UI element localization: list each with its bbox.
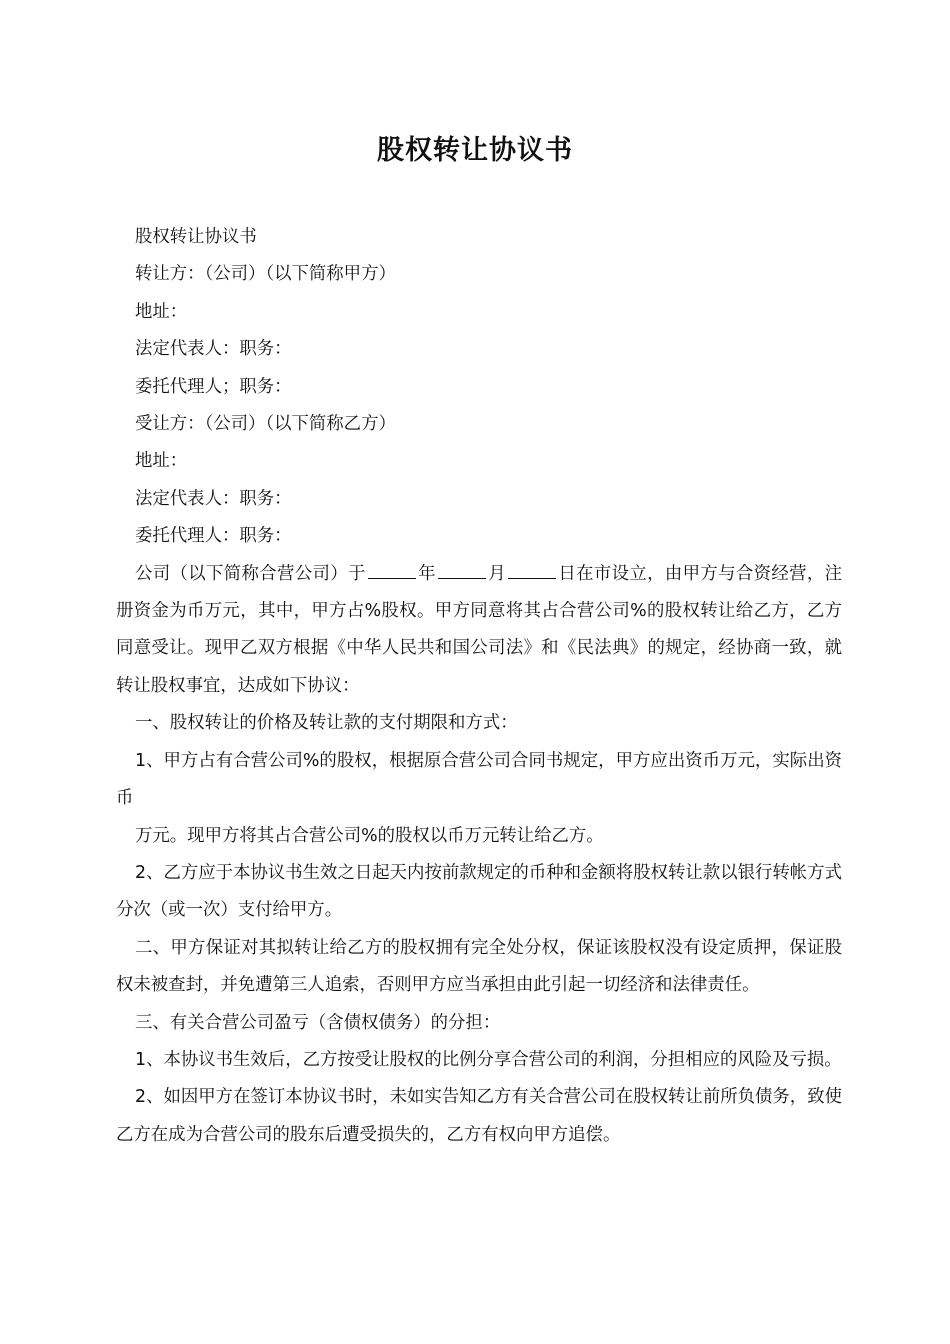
intro-text-2: 年 — [417, 563, 436, 584]
section-1-heading: 一、股权转让的价格及转让款的支付期限和方式： — [135, 713, 518, 734]
section-1-item-2: 2、乙方应于本协议书生效之日起天内按前款规定的币种和金额将股权转让款以银行转帐方式分次（或一次）支付给甲方。 — [116, 862, 842, 921]
section-3-item-2: 2、如因甲方在签订本协议书时，未如实告知乙方有关合营公司在股权转让前所负债务，致使乙方在成为合营公司的股东后遭受损失的，乙方有权向甲方追偿。 — [116, 1087, 842, 1145]
section-1-item-1: 1、甲方占有合营公司%的股权，根据原合营公司合同书规定，甲方应出资币万元，实际出资币 — [116, 750, 842, 809]
section-3-heading: 三、有关合营公司盈亏（含债权债务）的分担： — [135, 1012, 501, 1033]
header-line: 股权转让协议书 — [135, 227, 257, 247]
year-blank — [368, 560, 416, 579]
intro-text-4: 日在市设立，由甲方与合资经营，注册资金为币万元，其中，甲方占%股权。甲方同意将其占合营公司%的股权转让给乙方，乙方同意受让。现甲乙双方根据《中华人民共和国公司法》和《民法典》的规定，经协商一致，就转让股权事宜，达成如下协议： — [116, 563, 842, 696]
intro-text-3: 月 — [487, 563, 506, 584]
transferee-legal-rep: 法定代表人：职务： — [135, 488, 292, 509]
section-3-item-1: 1、本协议书生效后，乙方按受让股权的比例分享合营公司的利润，分担相应的风险及亏损。 — [135, 1049, 842, 1070]
transferor-line: 转让方：（公司）（以下简称甲方） — [135, 264, 396, 285]
intro-paragraph — [116, 556, 842, 706]
transferor-agent: 委托代理人；职务： — [135, 376, 292, 397]
section-1-item-1-cont: 万元。现甲方将其占合营公司%的股权以币万元转让给乙方。 — [135, 825, 604, 846]
section-2-paragraph: 二、甲方保证对其拟转让给乙方的股权拥有完全处分权，保证该股权没有设定质押，保证股权未被查封，并免遭第三人追索，否则甲方应当承担由此引起一切经济和法律责任。 — [116, 937, 842, 996]
document-title: 股权转让协议书 — [377, 135, 573, 166]
transferee-address: 地址： — [135, 451, 188, 472]
month-blank — [438, 560, 486, 579]
transferee-agent: 委托代理人：职务： — [135, 526, 292, 547]
transferor-address: 地址： — [135, 301, 188, 322]
transferee-line: 受让方：（公司）（以下简称乙方） — [135, 414, 396, 435]
document-body — [116, 219, 842, 1154]
intro-text-1: 公司（以下简称合营公司）于 — [135, 563, 366, 584]
transferor-legal-rep: 法定代表人：职务： — [135, 339, 292, 360]
day-blank — [508, 560, 556, 579]
